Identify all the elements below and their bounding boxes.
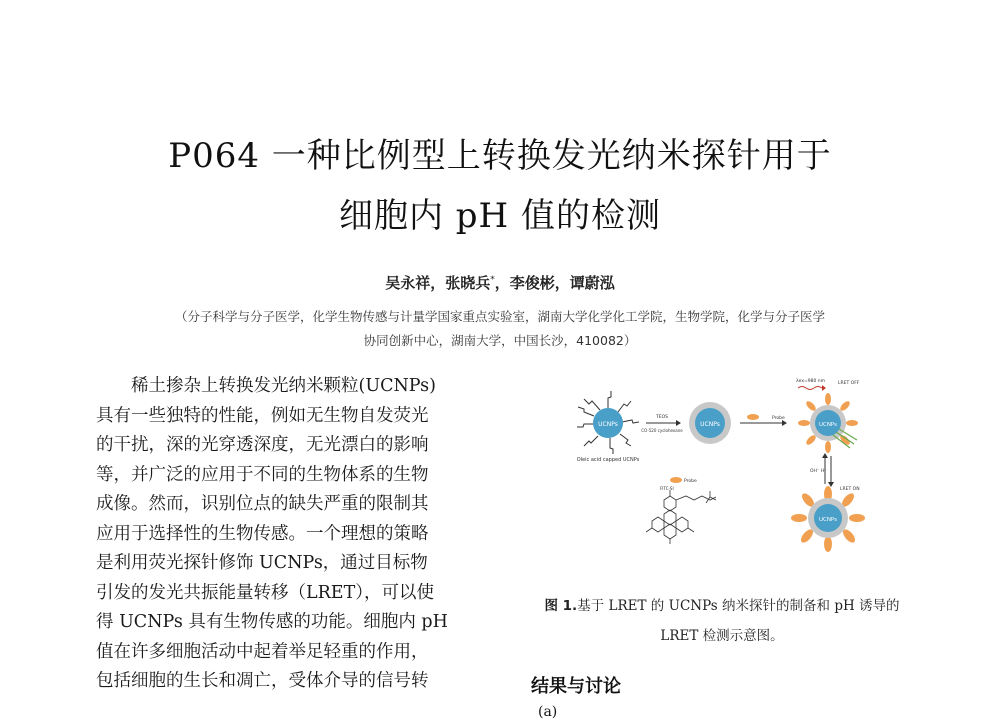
body-line: 应用于选择性的生物传感。一个理想的策略	[96, 523, 429, 544]
body-line: 包括细胞的生长和凋亡，受体介导的信号转	[96, 671, 429, 691]
affiliation-line-2: 协同创新中心，湖南大学，中国长沙，410082）	[363, 333, 637, 348]
paper-title-line-2: 细胞内 pH 值的检测	[338, 196, 662, 236]
body-line: 具有一些独特的性能，例如无生物自发荧光	[96, 405, 429, 426]
probe-icon	[747, 414, 759, 420]
body-line: 等，并广泛的应用于不同的生物体系的生物	[96, 464, 429, 485]
corresponding-author-mark: *	[490, 275, 495, 285]
body-line: 值在许多细胞活动中起着举足轻重的作用，	[96, 641, 429, 662]
svg-text:UCNPs: UCNPs	[818, 517, 838, 523]
svg-text:UCNPs: UCNPs	[818, 422, 838, 428]
section-heading: 结果与讨论	[531, 676, 621, 697]
svg-text:Probe: Probe	[684, 479, 697, 484]
ucnp-lret-off	[796, 378, 860, 453]
affiliation-line-1: （分子科学与分子医学，化学生物传感与计量学国家重点实验室，湖南大学化学化工学院，生物学院，化学与分子医学	[174, 309, 825, 324]
body-line: 得 UCNPs 具有生物传感的功能。细胞内 pH	[96, 612, 448, 632]
svg-text:TEOS: TEOS	[656, 415, 668, 420]
author-names-rest: ，李俊彬，谭蔚泓	[494, 274, 615, 292]
svg-text:OH⁻ H⁺: OH⁻ H⁺	[810, 469, 827, 474]
ph-switch-arrows	[810, 453, 834, 487]
svg-text:UCNPs: UCNPs	[700, 421, 720, 428]
subsection-marker: (a)	[538, 704, 558, 720]
svg-text:λex=980 nm: λex=980 nm	[796, 379, 826, 384]
body-line: 成像。然而，识别位点的缺失严重的限制其	[96, 494, 429, 514]
abstract-body	[96, 372, 476, 697]
svg-text:LRET ON: LRET ON	[840, 487, 860, 492]
body-line: 引发的发光共振能量转移（LRET），可以使	[96, 582, 434, 603]
svg-text:CO-520 cyclohexane: CO-520 cyclohexane	[641, 428, 683, 433]
body-line: 是利用荧光探针修饰 UCNPs，通过目标物	[96, 553, 428, 573]
svg-text:Probe: Probe	[772, 416, 785, 421]
figure-caption-line-1	[512, 594, 932, 614]
oleic-acid-ucnp	[577, 391, 640, 463]
author-names: 吴永祥，张晓兵	[385, 274, 491, 292]
ucnp-lret-on	[791, 486, 865, 552]
step-arrow-1	[641, 414, 683, 433]
schematic-svg	[560, 372, 880, 557]
figure-caption-text: 基于 LRET 的 UCNPs 纳米探针的制备和 pH 诱导的	[577, 598, 900, 614]
schematic-figure	[560, 372, 880, 557]
body-line: 稀土掺杂上转换发光纳米颗粒(UCNPs)	[96, 376, 436, 396]
body-line: 的干扰，深的光穿透深度，无光漂白的影响	[96, 435, 429, 455]
svg-text:FITC-SI: FITC-SI	[660, 486, 674, 491]
figure-label: 图 1.	[544, 598, 578, 614]
svg-text:UCNPs: UCNPs	[598, 421, 618, 428]
svg-text:Oleic acid capped UCNPs: Oleic acid capped UCNPs	[576, 457, 640, 463]
author-list	[0, 272, 1000, 293]
svg-text:LRET OFF: LRET OFF	[838, 381, 860, 386]
probe-structure	[646, 477, 716, 544]
figure-caption-line-2: LRET 检测示意图。	[660, 628, 784, 644]
silica-coated-ucnp	[689, 402, 731, 444]
step-arrow-2	[740, 414, 787, 426]
paper-title-line-1: P064 一种比例型上转换发光纳米探针用于	[168, 136, 832, 176]
